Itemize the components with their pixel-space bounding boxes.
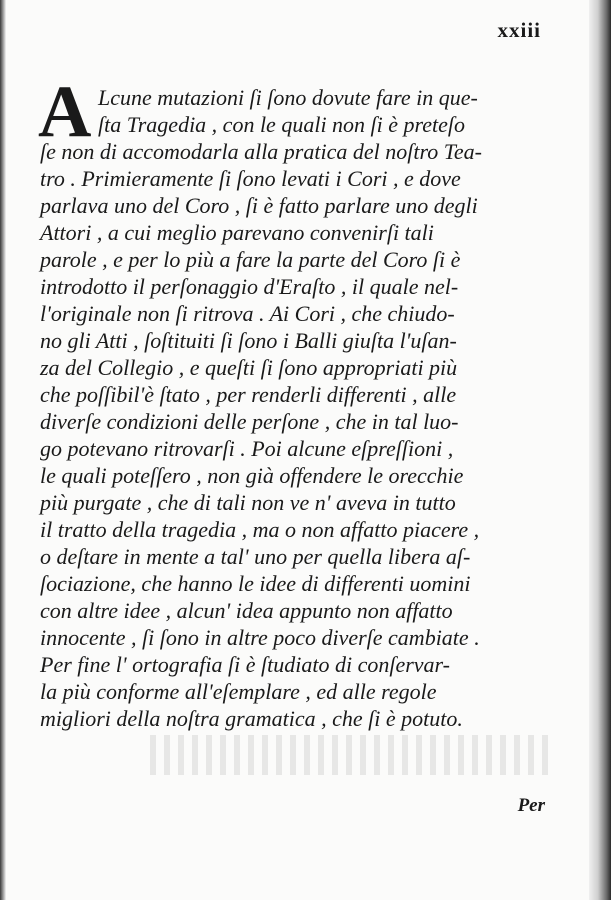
page-edge-shadow <box>589 0 611 900</box>
text-line: go potevano ritrovarſi . Poi alcune eſpreſſioni , <box>40 436 454 461</box>
text-line: l'originale non ſi ritrova . Ai Cori , che chiudo- <box>40 301 455 326</box>
text-line: Attori , a cui meglio parevano convenirſi tali <box>40 220 434 245</box>
text-line: parole , e per lo più a fare la parte del Coro ſi è <box>40 247 461 272</box>
text-line: le quali poteſſero , non già offendere le orecchie <box>40 463 464 488</box>
text-line: parlava uno del Coro , ſi è fatto parlare uno degli <box>40 193 478 218</box>
drop-cap: A <box>38 71 92 153</box>
text-line: la più conforme all'eſemplare , ed alle regole <box>40 679 437 704</box>
text-line: che poſſibil'è ſtato , per renderli differenti , alle <box>40 382 457 407</box>
text-line: Per fine l' ortografia ſi è ſtudiato di conſervar- <box>40 652 450 677</box>
text-line: o deſtare in mente a tal' uno per quella libera aſ- <box>40 544 471 569</box>
page-binding-shadow <box>0 0 6 900</box>
text-line: diverſe condizioni delle perſone , che in tal luo- <box>40 409 459 434</box>
text-line: za del Collegio , e queſti ſi ſono appropriati più <box>40 355 458 380</box>
text-line: migliori della noſtra gramatica , che ſi è potuto. <box>40 706 463 731</box>
page-number: xxiii <box>497 18 541 42</box>
show-through-ink <box>150 735 550 775</box>
text-line: più purgate , che di tali non ve n' aveva in tutto <box>40 490 456 515</box>
text-line: Lcune mutazioni ſi ſono dovute fare in que- <box>98 85 478 110</box>
text-line: innocente , ſi ſono in altre poco diverſe cambiate . <box>40 625 480 650</box>
text-line: tro . Primieramente ſi ſono levati i Cori , e dove <box>40 166 461 191</box>
text-line: ſociazione, che hanno le idee di differenti uomini <box>40 571 471 596</box>
text-line: ſta Tragedia , con le quali non ſi è preteſo <box>98 112 466 137</box>
text-line: ſe non di accomodarla alla pratica del noſtro Tea- <box>40 139 483 164</box>
text-line: introdotto il perſonaggio d'Eraſto , il quale nel- <box>40 274 459 299</box>
text-line: no gli Atti , ſoſtituiti ſi ſono i Balli giuſta l'uſan- <box>40 328 457 353</box>
text-line: con altre idee , alcun' idea appunto non affatto <box>40 598 453 623</box>
text-line: il tratto della tragedia , ma o non affatto piacere , <box>40 517 480 542</box>
catchword: Per <box>517 795 545 816</box>
